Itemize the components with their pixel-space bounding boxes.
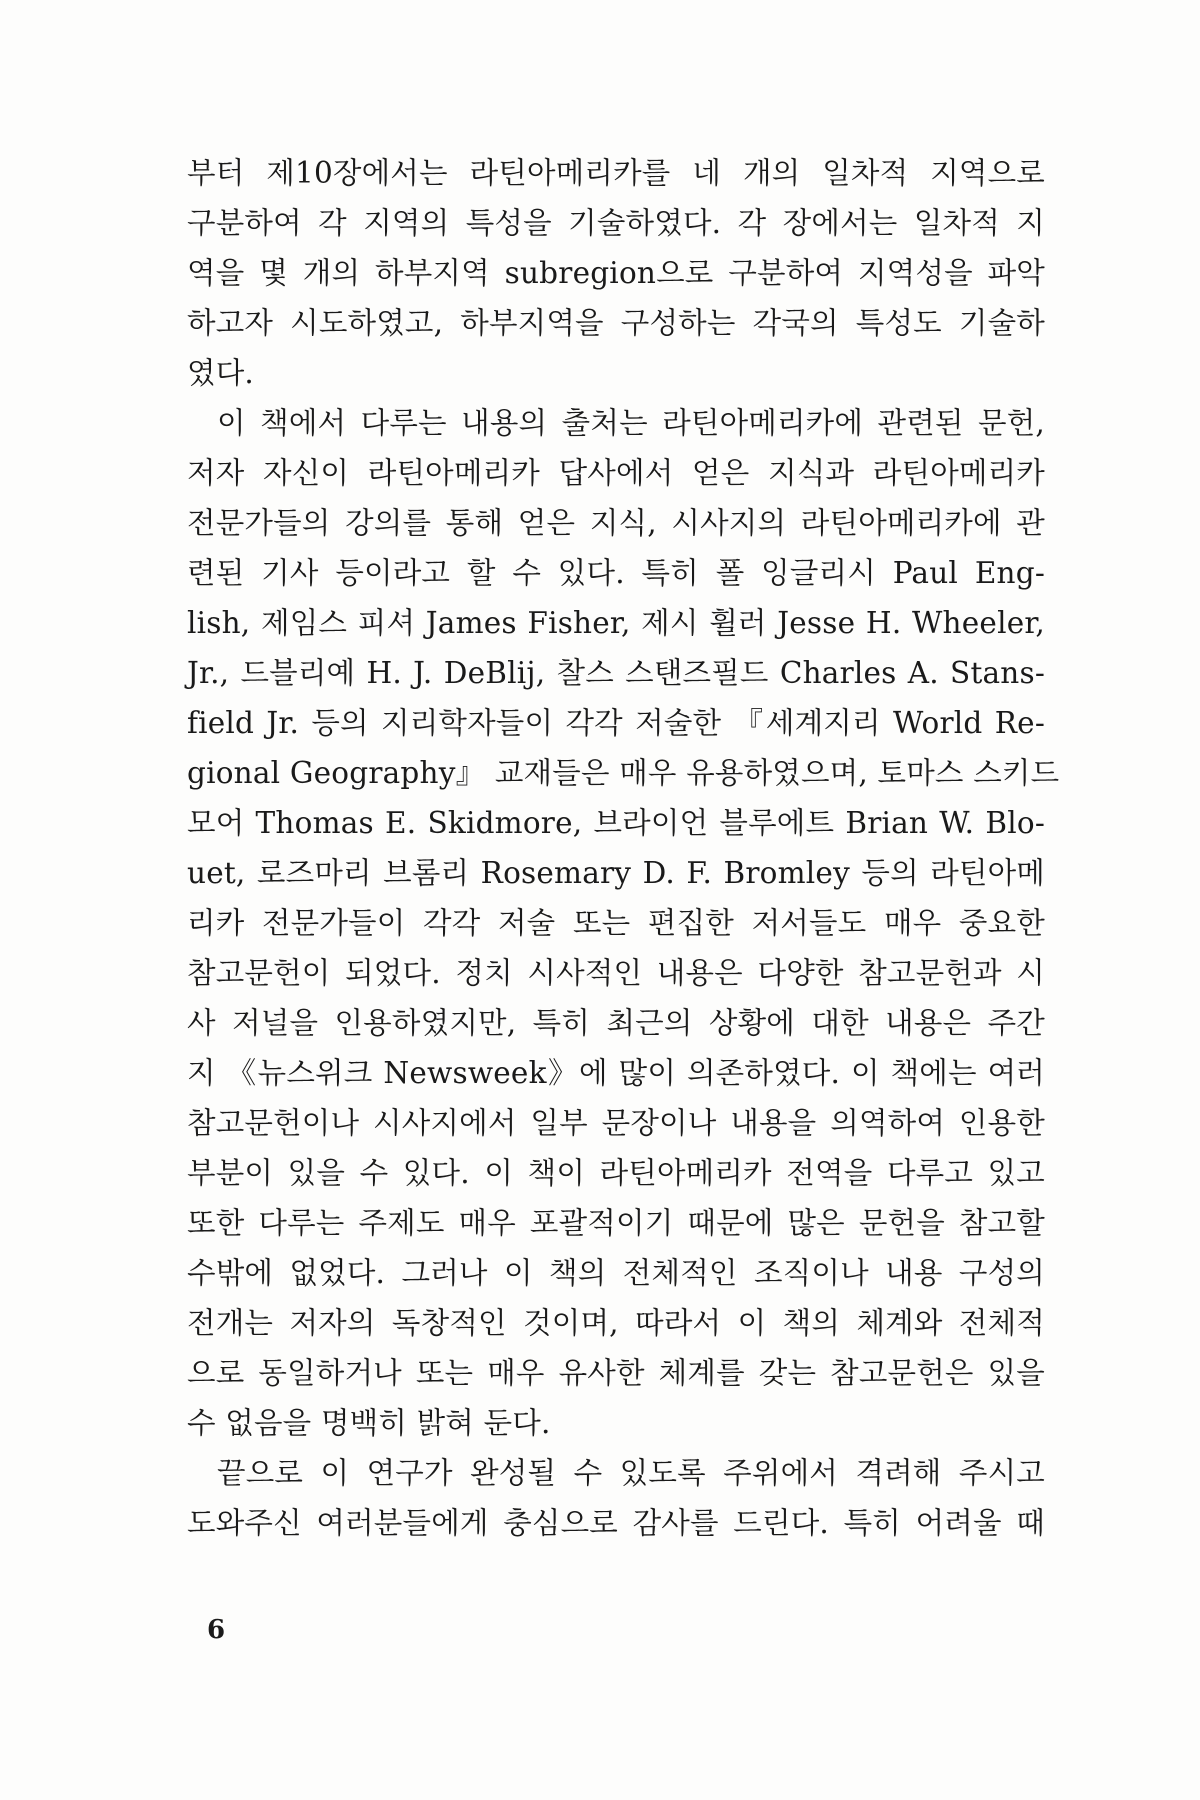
text-line: 참고문헌이 되었다. 정치 시사적인 내용은 다양한 참고문헌과 시 bbox=[187, 956, 1045, 990]
text-line: 수밖에 없었다. 그러나 이 책의 전체적인 조직이나 내용 구성의 bbox=[187, 1256, 1045, 1290]
text-line: 사 저널을 인용하였지만, 특히 최근의 상황에 대한 내용은 주간 bbox=[187, 1006, 1045, 1040]
text-line: 끝으로 이 연구가 완성될 수 있도록 주위에서 격려해 주시고 bbox=[217, 1456, 1045, 1490]
text-line: 전문가들의 강의를 통해 얻은 지식, 시사지의 라틴아메리카에 관 bbox=[187, 506, 1045, 540]
text-line: 역을 몇 개의 하부지역 subregion으로 구분하여 지역성을 파악 bbox=[187, 256, 1045, 290]
text-line: gional Geography』 교재들은 매우 유용하였으며, 토마스 스키드 bbox=[187, 756, 1060, 790]
text-line: 였다. bbox=[187, 356, 254, 390]
text-line: 부분이 있을 수 있다. 이 책이 라틴아메리카 전역을 다루고 있고 bbox=[187, 1156, 1045, 1190]
text-line: 부터 제10장에서는 라틴아메리카를 네 개의 일차적 지역으로 bbox=[187, 156, 1045, 190]
text-line: 하고자 시도하였고, 하부지역을 구성하는 각국의 특성도 기술하 bbox=[187, 306, 1045, 340]
text-line: 도와주신 여러분들에게 충심으로 감사를 드린다. 특히 어려울 때 bbox=[187, 1506, 1045, 1540]
text-line: 참고문헌이나 시사지에서 일부 문장이나 내용을 의역하여 인용한 bbox=[187, 1106, 1045, 1140]
text-line: 구분하여 각 지역의 특성을 기술하였다. 각 장에서는 일차적 지 bbox=[187, 206, 1045, 240]
text-line: 으로 동일하거나 또는 매우 유사한 체계를 갖는 참고문헌은 있을 bbox=[187, 1356, 1045, 1390]
text-line: 리카 전문가들이 각각 저술 또는 편집한 저서들도 매우 중요한 bbox=[187, 906, 1045, 940]
text-line: 저자 자신이 라틴아메리카 답사에서 얻은 지식과 라틴아메리카 bbox=[187, 456, 1045, 490]
text-line: 또한 다루는 주제도 매우 포괄적이기 때문에 많은 문헌을 참고할 bbox=[187, 1206, 1045, 1240]
text-line: 수 없음을 명백히 밝혀 둔다. bbox=[187, 1406, 551, 1440]
text-line: 이 책에서 다루는 내용의 출처는 라틴아메리카에 관련된 문헌, bbox=[217, 406, 1045, 440]
paragraph-1 bbox=[187, 148, 1045, 398]
paragraph-2 bbox=[187, 398, 1060, 1448]
text-line: field Jr. 등의 지리학자들이 각각 저술한 『세계지리 World Re- bbox=[187, 706, 1045, 740]
page-number: 6 bbox=[207, 1615, 226, 1645]
text-line: 모어 Thomas E. Skidmore, 브라이언 블루에트 Brian W. Blo- bbox=[187, 806, 1045, 840]
text-line: 련된 기사 등이라고 할 수 있다. 특히 폴 잉글리시 Paul Eng- bbox=[187, 556, 1045, 590]
text-line: 전개는 저자의 독창적인 것이며, 따라서 이 책의 체계와 전체적 bbox=[187, 1306, 1045, 1340]
text-line: uet, 로즈마리 브롬리 Rosemary D. F. Bromley 등의 라틴아메 bbox=[187, 856, 1045, 890]
paragraph-3 bbox=[187, 1448, 1045, 1548]
text-line: 지 《뉴스위크 Newsweek》에 많이 의존하였다. 이 책에는 여러 bbox=[187, 1056, 1045, 1090]
body-text bbox=[187, 148, 1060, 1548]
text-line: lish, 제임스 피셔 James Fisher, 제시 휠러 Jesse H. Wheeler, bbox=[187, 606, 1045, 640]
text-line: Jr., 드블리예 H. J. DeBlij, 찰스 스탠즈필드 Charles A. Stans- bbox=[187, 656, 1045, 690]
